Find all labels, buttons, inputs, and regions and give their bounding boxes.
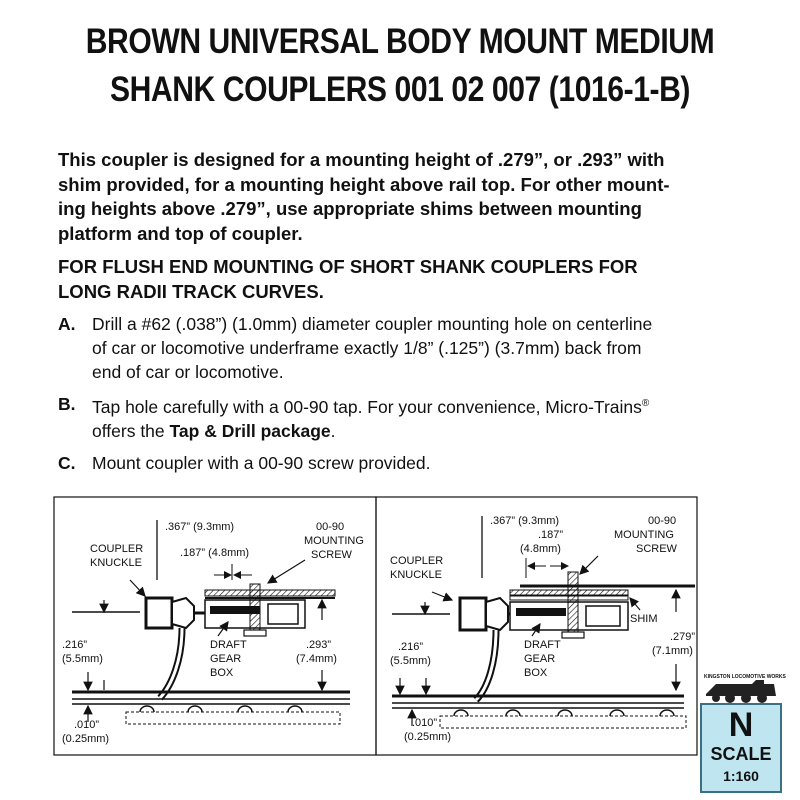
screw-label-1: 00-90 bbox=[648, 515, 677, 527]
draft-label-3: BOX bbox=[210, 667, 234, 679]
draft-label-1: DRAFT bbox=[524, 639, 561, 651]
registered-mark: ® bbox=[641, 398, 650, 409]
dim-216-label: .216” bbox=[398, 641, 424, 653]
scale-ratio: 1:160 bbox=[723, 768, 759, 784]
title-line-1: BROWN UNIVERSAL BODY MOUNT MEDIUM bbox=[85, 22, 715, 61]
dim-293-label: .293” bbox=[306, 639, 332, 651]
step-text: offers the bbox=[92, 420, 170, 441]
n-scale-badge bbox=[700, 703, 782, 793]
dim-216-mm-label: (5.5mm) bbox=[390, 655, 431, 667]
step-line: Mount coupler with a 00-90 screw provided. bbox=[92, 453, 431, 473]
dim-367-label: .367” (9.3mm) bbox=[490, 515, 560, 527]
diagram-right bbox=[390, 515, 695, 743]
title-line-2: SHANK COUPLERS 001 02 007 (1016-1-B) bbox=[109, 70, 691, 109]
dim-187-label: .187” bbox=[538, 529, 564, 541]
screw-label-3: SCREW bbox=[311, 549, 352, 561]
draft-label-3: BOX bbox=[524, 667, 548, 679]
dim-010-label: .010” bbox=[412, 717, 438, 729]
intro-line: platform and top of coupler. bbox=[58, 222, 303, 244]
screw-label-3: SCREW bbox=[636, 543, 677, 555]
step-line: of car or locomotive underframe exactly 1/8” (.125”) (3.7mm) back from bbox=[92, 338, 642, 358]
flush-line: LONG RADII TRACK CURVES. bbox=[58, 280, 324, 302]
dim-279-label: .279” bbox=[670, 631, 696, 643]
dim-187-mm-label: (4.8mm) bbox=[520, 543, 561, 555]
step-letter: B. bbox=[58, 394, 76, 414]
dim-279-mm-label: (7.1mm) bbox=[652, 645, 693, 657]
dim-216-label: .216” bbox=[62, 639, 88, 651]
draft-label-2: GEAR bbox=[524, 653, 556, 665]
knuckle-label-2: KNUCKLE bbox=[90, 557, 142, 569]
draft-label-1: DRAFT bbox=[210, 639, 247, 651]
diagram-left bbox=[62, 520, 364, 745]
knuckle-label-2: KNUCKLE bbox=[390, 569, 442, 581]
draft-label-2: GEAR bbox=[210, 653, 242, 665]
knuckle-label-1: COUPLER bbox=[390, 555, 444, 567]
step-letter: A. bbox=[58, 314, 76, 334]
step-letter: C. bbox=[58, 453, 76, 473]
intro-line: shim provided, for a mounting height above rail top. For other mount- bbox=[58, 173, 670, 195]
dim-010-mm-label: (0.25mm) bbox=[404, 731, 452, 743]
step-text: Tap hole carefully with a 00-90 tap. For your convenience, Micro-Trains bbox=[92, 396, 642, 417]
step-text: . bbox=[330, 420, 336, 441]
kingston-logo-text: KINGSTON LOCOMOTIVE WORKS bbox=[704, 674, 786, 680]
scale-letter: N bbox=[728, 706, 754, 744]
dim-293-mm-label: (7.4mm) bbox=[296, 653, 337, 665]
dim-216-mm-label: (5.5mm) bbox=[62, 653, 103, 665]
intro-line: This coupler is designed for a mounting height of .279”, or .293” with bbox=[58, 149, 665, 170]
screw-label-2: MOUNTING bbox=[304, 535, 364, 547]
shim-label: SHIM bbox=[630, 613, 658, 625]
step-line: Drill a #62 (.038”) (1.0mm) diameter coupler mounting hole on centerline bbox=[92, 314, 653, 334]
knuckle-label-1: COUPLER bbox=[90, 543, 144, 555]
screw-label-2: MOUNTING bbox=[614, 529, 674, 541]
dim-010-mm-label: (0.25mm) bbox=[62, 733, 110, 745]
kingston-logo bbox=[704, 674, 787, 703]
scale-label: SCALE bbox=[710, 744, 772, 764]
intro-line: ing heights above .279”, use appropriate shims between mounting bbox=[58, 198, 642, 219]
dim-010-label: .010” bbox=[74, 719, 100, 731]
dim-367-label: .367” (9.3mm) bbox=[165, 521, 235, 533]
dim-187-label: .187” (4.8mm) bbox=[180, 547, 250, 559]
screw-label-1: 00-90 bbox=[316, 521, 345, 533]
flush-line: FOR FLUSH END MOUNTING OF SHORT SHANK COUPLERS FOR bbox=[58, 256, 638, 277]
tap-drill-package: Tap & Drill package bbox=[169, 420, 331, 441]
step-line: end of car or locomotive. bbox=[92, 362, 284, 382]
